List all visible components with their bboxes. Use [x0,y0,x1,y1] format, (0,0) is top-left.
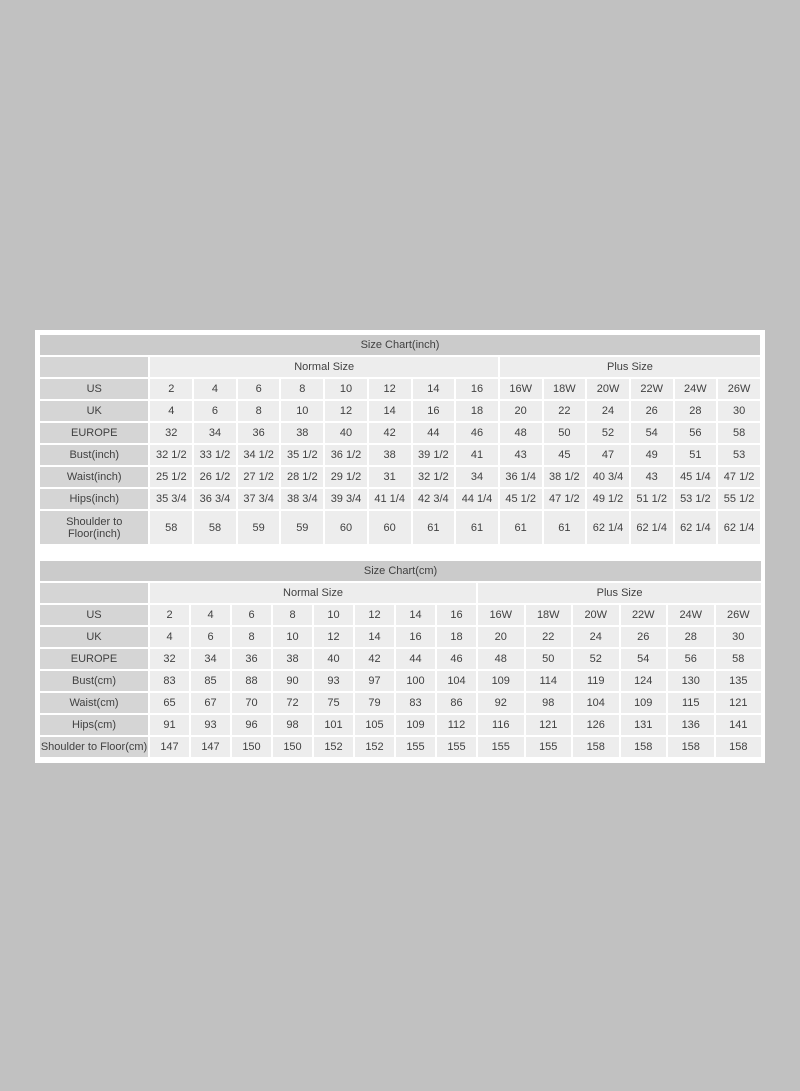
table-cell: 70 [232,693,271,713]
table-cell: 45 1/4 [675,467,717,487]
table-cell: 47 [587,445,629,465]
table-cell: 22W [631,379,673,399]
table-cell: 90 [273,671,312,691]
table-cell: 43 [500,445,542,465]
table-cell: 26 [631,401,673,421]
group-header: Normal Size [150,583,476,603]
table-cell: 42 [369,423,411,443]
table-cell: 4 [191,605,230,625]
table-cell: 56 [675,423,717,443]
table-cell: 46 [456,423,498,443]
table-cell: 12 [314,627,353,647]
table-cell: 14 [355,627,394,647]
table-cell: 38 [369,445,411,465]
table-cell: 109 [396,715,435,735]
table-cell: 33 1/2 [194,445,236,465]
table-cell: 16W [478,605,524,625]
table-title: Size Chart(inch) [40,335,760,355]
row-label: UK [40,627,148,647]
table-cell: 35 3/4 [150,489,192,509]
table-cell: 60 [325,511,367,544]
table-cell: 100 [396,671,435,691]
corner-cell [40,583,148,603]
table-cell: 152 [355,737,394,757]
row-label: Shoulder to Floor(cm) [40,737,148,757]
table-row [40,649,761,669]
table-cell: 112 [437,715,476,735]
table-cell: 141 [716,715,762,735]
table-cell: 147 [150,737,189,757]
table-cell: 38 [273,649,312,669]
group-header: Plus Size [478,583,761,603]
table-cell: 22 [526,627,572,647]
table-cell: 60 [369,511,411,544]
table-cell: 75 [314,693,353,713]
table-cell: 155 [396,737,435,757]
table-cell: 67 [191,693,230,713]
row-label: EUROPE [40,649,148,669]
table-cell: 93 [314,671,353,691]
table-cell: 40 [314,649,353,669]
table-cell: 158 [621,737,667,757]
table-cell: 36 1/2 [325,445,367,465]
table-cell: 83 [150,671,189,691]
table-cell: 50 [544,423,586,443]
table-cell: 158 [716,737,762,757]
table-cell: 28 [675,401,717,421]
table-cell: 155 [437,737,476,757]
table-cell: 65 [150,693,189,713]
table-cell: 52 [587,423,629,443]
table-cell: 10 [281,401,323,421]
table-cell: 124 [621,671,667,691]
table-cell: 38 1/2 [544,467,586,487]
table-cell: 12 [369,379,411,399]
table-row [40,605,761,625]
table-cell: 105 [355,715,394,735]
table-cell: 14 [396,605,435,625]
table-cell: 29 1/2 [325,467,367,487]
table-cell: 16 [413,401,455,421]
table-cell: 61 [413,511,455,544]
table-cell: 97 [355,671,394,691]
table-cell: 150 [232,737,271,757]
table-cell: 61 [456,511,498,544]
table-cell: 22 [544,401,586,421]
table-cell: 24 [573,627,619,647]
table-cell: 41 1/4 [369,489,411,509]
table-cell: 109 [621,693,667,713]
table-cell: 49 [631,445,673,465]
row-label: Waist(cm) [40,693,148,713]
corner-cell [40,357,148,377]
table-cell: 28 1/2 [281,467,323,487]
table-cell: 62 1/4 [718,511,760,544]
table-cell: 27 1/2 [238,467,280,487]
table-cell: 28 [668,627,714,647]
table-cell: 8 [238,401,280,421]
table-cell: 48 [500,423,542,443]
table-cell: 10 [325,379,367,399]
table-cell: 48 [478,649,524,669]
table-cell: 98 [526,693,572,713]
table-cell: 10 [314,605,353,625]
table-cell: 54 [631,423,673,443]
table-cell: 39 1/2 [413,445,455,465]
table-cell: 8 [232,627,271,647]
table-cell: 61 [544,511,586,544]
table-cell: 30 [716,627,762,647]
table-cell: 24W [675,379,717,399]
table-cell: 83 [396,693,435,713]
table-cell: 56 [668,649,714,669]
table-cell: 86 [437,693,476,713]
table-cell: 32 1/2 [150,445,192,465]
table-cell: 51 [675,445,717,465]
table-cell: 32 [150,649,189,669]
table-cell: 2 [150,605,189,625]
row-label: EUROPE [40,423,148,443]
table-cell: 8 [273,605,312,625]
table-cell: 109 [478,671,524,691]
table-cell: 49 1/2 [587,489,629,509]
table-cell: 8 [281,379,323,399]
table-cell: 36 [232,649,271,669]
table-cell: 121 [716,693,762,713]
table-cell: 12 [325,401,367,421]
table-row [40,737,761,757]
table-cell: 136 [668,715,714,735]
table-cell: 36 [238,423,280,443]
table-cell: 130 [668,671,714,691]
table-cell: 91 [150,715,189,735]
table-cell: 45 [544,445,586,465]
table-cell: 52 [573,649,619,669]
table-cell: 40 [325,423,367,443]
row-label: Shoulder to Floor(inch) [40,511,148,544]
table-cell: 26W [716,605,762,625]
table-cell: 35 1/2 [281,445,323,465]
table-cell: 62 1/4 [675,511,717,544]
table-cell: 58 [194,511,236,544]
table-cell: 6 [191,627,230,647]
table-cell: 38 [281,423,323,443]
table-cell: 6 [238,379,280,399]
table-cell: 37 3/4 [238,489,280,509]
table-row [40,715,761,735]
table-cell: 50 [526,649,572,669]
table-cell: 24 [587,401,629,421]
table-cell: 42 [355,649,394,669]
table-cell: 101 [314,715,353,735]
table-cell: 59 [238,511,280,544]
table-cell: 104 [573,693,619,713]
table-row [40,379,760,399]
table-cell: 22W [621,605,667,625]
table-row [40,423,760,443]
table-cell: 158 [668,737,714,757]
table-cell: 20W [587,379,629,399]
table-cell: 26 [621,627,667,647]
table-cell: 16 [396,627,435,647]
table-cell: 6 [232,605,271,625]
table-cell: 36 3/4 [194,489,236,509]
table-cell: 2 [150,379,192,399]
table-cell: 62 1/4 [587,511,629,544]
table-cell: 53 1/2 [675,489,717,509]
row-label: US [40,605,148,625]
table-cell: 20 [500,401,542,421]
table-cell: 36 1/4 [500,467,542,487]
table-cell: 39 3/4 [325,489,367,509]
table-gap-divider [38,546,762,559]
table-cell: 92 [478,693,524,713]
table-cell: 72 [273,693,312,713]
table-cell: 152 [314,737,353,757]
table-cell: 155 [526,737,572,757]
table-cell: 126 [573,715,619,735]
table-cell: 51 1/2 [631,489,673,509]
table-cell: 20 [478,627,524,647]
row-label: US [40,379,148,399]
table-cell: 4 [194,379,236,399]
table-row [40,627,761,647]
size-chart-cm-table [38,559,763,759]
table-cell: 116 [478,715,524,735]
table-cell: 158 [573,737,619,757]
table-cell: 119 [573,671,619,691]
table-cell: 41 [456,445,498,465]
table-cell: 79 [355,693,394,713]
table-cell: 20W [573,605,619,625]
table-cell: 18 [456,401,498,421]
table-cell: 14 [413,379,455,399]
table-cell: 155 [478,737,524,757]
table-row [40,401,760,421]
row-label: Waist(inch) [40,467,148,487]
table-cell: 44 [396,649,435,669]
table-cell: 115 [668,693,714,713]
table-cell: 34 [194,423,236,443]
table-cell: 114 [526,671,572,691]
table-cell: 25 1/2 [150,467,192,487]
table-row [40,489,760,509]
table-title: Size Chart(cm) [40,561,761,581]
table-cell: 93 [191,715,230,735]
table-cell: 32 1/2 [413,467,455,487]
row-label: Hips(inch) [40,489,148,509]
table-cell: 43 [631,467,673,487]
table-cell: 98 [273,715,312,735]
table-cell: 4 [150,627,189,647]
table-cell: 88 [232,671,271,691]
table-cell: 46 [437,649,476,669]
table-cell: 26 1/2 [194,467,236,487]
table-cell: 131 [621,715,667,735]
table-row [40,693,761,713]
table-cell: 135 [716,671,762,691]
table-cell: 26W [718,379,760,399]
table-row [40,445,760,465]
table-cell: 16W [500,379,542,399]
table-cell: 30 [718,401,760,421]
table-cell: 12 [355,605,394,625]
table-cell: 34 [456,467,498,487]
table-cell: 24W [668,605,714,625]
table-cell: 47 1/2 [544,489,586,509]
table-cell: 58 [718,423,760,443]
table-cell: 16 [437,605,476,625]
table-cell: 47 1/2 [718,467,760,487]
table-cell: 59 [281,511,323,544]
table-row [40,511,760,544]
table-cell: 121 [526,715,572,735]
table-cell: 44 1/4 [456,489,498,509]
table-cell: 32 [150,423,192,443]
size-chart-panel [35,330,765,763]
table-row [40,671,761,691]
table-cell: 34 1/2 [238,445,280,465]
table-cell: 45 1/2 [500,489,542,509]
table-cell: 62 1/4 [631,511,673,544]
table-cell: 34 [191,649,230,669]
table-cell: 18W [526,605,572,625]
table-cell: 54 [621,649,667,669]
table-cell: 58 [716,649,762,669]
table-cell: 38 3/4 [281,489,323,509]
table-cell: 42 3/4 [413,489,455,509]
table-cell: 55 1/2 [718,489,760,509]
table-cell: 18 [437,627,476,647]
table-cell: 104 [437,671,476,691]
table-cell: 10 [273,627,312,647]
group-header: Plus Size [500,357,760,377]
row-label: Bust(cm) [40,671,148,691]
table-cell: 40 3/4 [587,467,629,487]
table-cell: 31 [369,467,411,487]
table-cell: 58 [150,511,192,544]
row-label: Hips(cm) [40,715,148,735]
table-cell: 61 [500,511,542,544]
table-row [40,467,760,487]
table-cell: 16 [456,379,498,399]
table-cell: 18W [544,379,586,399]
table-cell: 44 [413,423,455,443]
table-cell: 96 [232,715,271,735]
table-cell: 6 [194,401,236,421]
table-cell: 85 [191,671,230,691]
table-cell: 53 [718,445,760,465]
table-cell: 14 [369,401,411,421]
table-cell: 4 [150,401,192,421]
size-chart-inch-table [38,333,762,546]
table-cell: 147 [191,737,230,757]
row-label: Bust(inch) [40,445,148,465]
table-cell: 150 [273,737,312,757]
group-header: Normal Size [150,357,497,377]
row-label: UK [40,401,148,421]
